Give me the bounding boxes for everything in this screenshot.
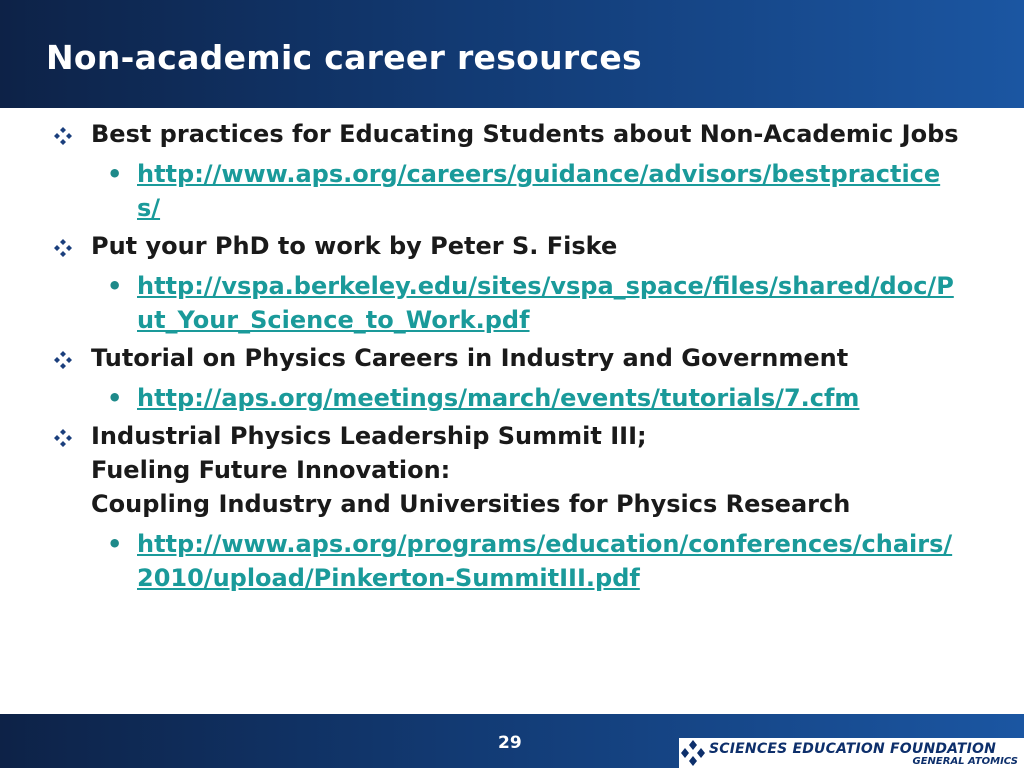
sub-item bbox=[52, 157, 957, 225]
resource-link[interactable]: http://www.aps.org/programs/education/conferences/chairs/2010/upload/Pinkerton-SummitIII.pdf bbox=[137, 530, 953, 592]
list-item bbox=[52, 419, 982, 521]
diamond-bullet-icon bbox=[54, 239, 72, 257]
content-list bbox=[52, 117, 982, 599]
bullet-dot-icon: • bbox=[107, 272, 123, 300]
resource-link[interactable]: http://aps.org/meetings/march/events/tutorials/7.cfm bbox=[137, 384, 860, 412]
sef-logo-icon bbox=[681, 740, 705, 766]
page-number: 29 bbox=[498, 733, 522, 753]
list-item bbox=[52, 341, 982, 375]
item-text: Put your PhD to work by Peter S. Fiske bbox=[91, 232, 618, 260]
item-text-line: Industrial Physics Leadership Summit III; bbox=[91, 422, 647, 450]
list-item bbox=[52, 117, 982, 151]
bullet-dot-icon: • bbox=[107, 530, 123, 558]
logo-name: SCIENCES EDUCATION FOUNDATION bbox=[709, 741, 997, 757]
item-text: Best practices for Educating Students about Non-Academic Jobs bbox=[91, 120, 959, 148]
bullet-dot-icon: • bbox=[107, 160, 123, 188]
sub-item bbox=[52, 381, 957, 415]
sub-item bbox=[52, 527, 957, 595]
diamond-bullet-icon bbox=[54, 351, 72, 369]
sef-logo bbox=[679, 738, 1024, 768]
resource-link[interactable]: http://vspa.berkeley.edu/sites/vspa_space/files/shared/doc/Put_Your_Science_to_Work.pdf bbox=[137, 272, 954, 334]
item-text-line: Fueling Future Innovation: bbox=[91, 456, 451, 484]
sub-item bbox=[52, 269, 957, 337]
diamond-bullet-icon bbox=[54, 127, 72, 145]
slide-title: Non-academic career resources bbox=[46, 38, 642, 77]
bullet-dot-icon: • bbox=[107, 384, 123, 412]
title-bar bbox=[0, 0, 1024, 108]
logo-subtitle: GENERAL ATOMICS bbox=[912, 756, 1018, 767]
list-item bbox=[52, 229, 982, 263]
item-text-line: Coupling Industry and Universities for Physics Research bbox=[91, 490, 851, 518]
resource-link[interactable]: http://www.aps.org/careers/guidance/advisors/bestpractices/ bbox=[137, 160, 941, 222]
diamond-bullet-icon bbox=[54, 429, 72, 447]
item-text: Tutorial on Physics Careers in Industry and Government bbox=[91, 344, 849, 372]
